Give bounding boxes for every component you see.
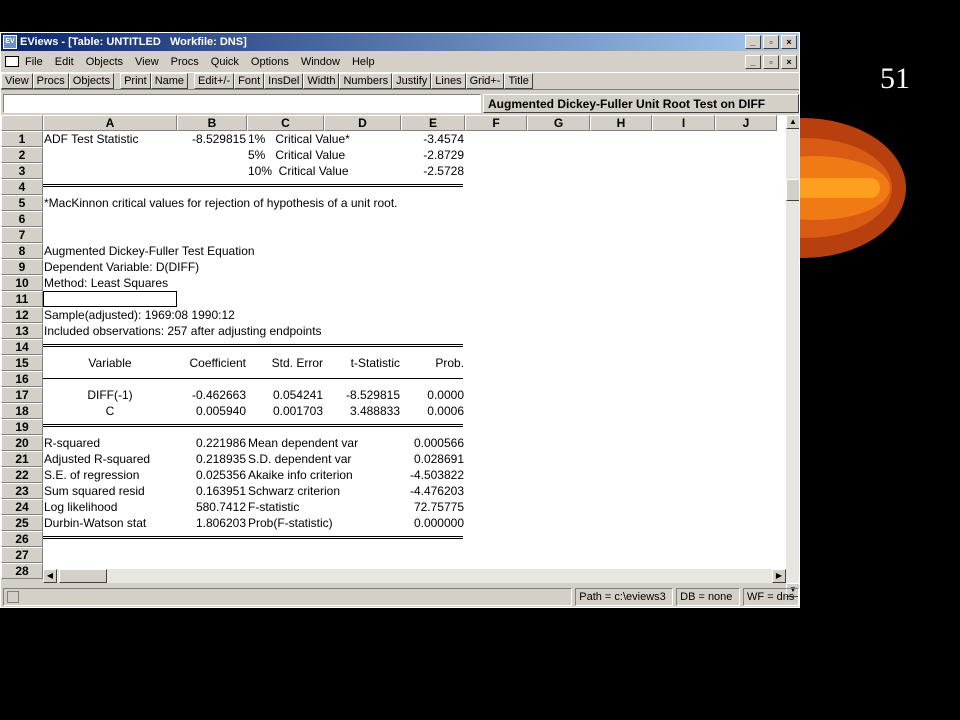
table-cell[interactable]: 0.163951 xyxy=(195,484,246,498)
column-header-h[interactable]: H xyxy=(590,115,652,131)
table-cell[interactable]: -4.476203 xyxy=(409,484,464,498)
status-bar xyxy=(1,586,799,607)
table-cell[interactable]: C xyxy=(105,404,115,418)
table-cell[interactable]: ADF Test Statistic xyxy=(44,132,139,146)
column-header-g[interactable]: G xyxy=(527,115,590,131)
table-row xyxy=(1,291,786,307)
row-header[interactable]: 3 xyxy=(1,163,43,179)
table-cell[interactable]: 0.005940 xyxy=(195,404,246,418)
column-header-b[interactable]: B xyxy=(177,115,247,131)
table-rule-line xyxy=(43,378,463,379)
table-cell[interactable]: 0.025356 xyxy=(195,468,246,482)
table-cell[interactable]: 72.75775 xyxy=(413,500,464,514)
table-cell[interactable]: F-statistic xyxy=(248,500,300,514)
table-rule-line xyxy=(43,184,463,187)
toolbar-objects-button[interactable]: Objects xyxy=(69,73,114,89)
table-cell[interactable]: -3.4574 xyxy=(423,132,464,146)
column-header-j[interactable]: J xyxy=(715,115,777,131)
table-cell[interactable]: Sample(adjusted): 1969:08 1990:12 xyxy=(44,308,235,322)
table-cell[interactable]: 0.221986 xyxy=(195,436,246,450)
row-header[interactable]: 16 xyxy=(1,371,43,387)
table-cell[interactable]: Schwarz criterion xyxy=(248,484,341,498)
scroll-left-icon[interactable]: ◀ xyxy=(43,569,57,583)
table-cell[interactable]: 0.0000 xyxy=(427,388,464,402)
doc-close-button[interactable]: × xyxy=(781,55,797,69)
table-cell[interactable]: 3.488833 xyxy=(349,404,400,418)
row-header[interactable]: 12 xyxy=(1,307,43,323)
table-row xyxy=(1,499,786,515)
table-cell[interactable]: 1% Critical Value* xyxy=(248,132,350,146)
row-header[interactable]: 8 xyxy=(1,243,43,259)
table-cell[interactable]: 5% Critical Value xyxy=(248,148,346,162)
table-cell[interactable]: Coefficient xyxy=(189,356,246,370)
table-caption: Augmented Dickey-Fuller Unit Root Test on DIFF xyxy=(483,94,799,113)
toolbar-grid-button[interactable]: Grid+- xyxy=(466,73,505,89)
table-cell[interactable]: 0.218935 xyxy=(195,452,246,466)
row-header[interactable]: 18 xyxy=(1,403,43,419)
scroll-down-icon[interactable]: ▼ xyxy=(786,583,800,597)
menu-procs[interactable]: Procs xyxy=(170,55,199,68)
table-cell[interactable]: Prob. xyxy=(435,356,464,370)
toolbar-edit-button[interactable]: Edit+/- xyxy=(194,73,234,89)
menu-options[interactable]: Options xyxy=(250,55,289,68)
grid-corner[interactable] xyxy=(1,115,43,131)
close-button[interactable]: × xyxy=(781,35,797,49)
column-header-f[interactable]: F xyxy=(465,115,527,131)
table-row xyxy=(1,435,786,451)
row-header[interactable]: 26 xyxy=(1,531,43,547)
table-cell[interactable]: 10% Critical Value xyxy=(248,164,349,178)
document-icon[interactable] xyxy=(5,56,19,67)
menu-edit[interactable]: Edit xyxy=(54,55,74,68)
active-cell-cursor[interactable] xyxy=(43,291,177,307)
status-message-pane xyxy=(3,588,572,606)
menu-objects[interactable]: Objects xyxy=(85,55,123,68)
row-header[interactable]: 21 xyxy=(1,451,43,467)
row-header[interactable]: 1 xyxy=(1,131,43,147)
table-row xyxy=(1,163,786,179)
toolbar-procs-button[interactable]: Procs xyxy=(33,73,69,89)
spreadsheet-grid[interactable] xyxy=(1,115,786,579)
table-cell[interactable]: 0.054241 xyxy=(272,388,323,402)
table-row xyxy=(1,515,786,531)
horizontal-scroll-thumb[interactable] xyxy=(59,569,107,583)
table-row xyxy=(1,211,786,227)
menu-window[interactable]: Window xyxy=(300,55,340,68)
status-indicator-icon xyxy=(7,591,19,603)
doc-minimize-button[interactable]: _ xyxy=(745,55,761,69)
table-row xyxy=(1,147,786,163)
menu-file[interactable]: File xyxy=(25,55,43,68)
row-header[interactable]: 2 xyxy=(1,147,43,163)
minimize-button[interactable]: _ xyxy=(745,35,761,49)
table-row xyxy=(1,419,786,435)
table-cell[interactable]: -2.5728 xyxy=(423,164,464,178)
table-cell[interactable]: S.D. dependent var xyxy=(248,452,352,466)
toolbar-lines-button[interactable]: Lines xyxy=(431,73,465,89)
table-cell[interactable]: t-Statistic xyxy=(350,356,400,370)
table-row xyxy=(1,179,786,195)
table-cell[interactable]: R-squared xyxy=(44,436,101,450)
table-cell[interactable]: *MacKinnon critical values for rejection of hypothesis of a unit root. xyxy=(44,196,398,210)
table-cell[interactable]: 0.028691 xyxy=(413,452,464,466)
row-header[interactable]: 27 xyxy=(1,547,43,563)
table-cell[interactable]: Adjusted R-squared xyxy=(44,452,151,466)
status-path: Path = c:\eviews3 xyxy=(575,588,673,606)
row-header[interactable]: 11 xyxy=(1,291,43,307)
row-header[interactable]: 28 xyxy=(1,563,43,579)
vertical-scrollbar[interactable] xyxy=(786,115,800,597)
row-header[interactable]: 23 xyxy=(1,483,43,499)
table-cell[interactable]: Variable xyxy=(88,356,132,370)
table-row xyxy=(1,371,786,387)
document-window-controls xyxy=(745,55,799,69)
row-header[interactable]: 15 xyxy=(1,355,43,371)
scroll-up-icon[interactable]: ▲ xyxy=(786,115,800,129)
row-header[interactable]: 14 xyxy=(1,339,43,355)
table-cell[interactable]: 0.000566 xyxy=(413,436,464,450)
table-cell[interactable]: 0.0006 xyxy=(427,404,464,418)
table-cell[interactable]: S.E. of regression xyxy=(44,468,140,482)
slide-number: 51 xyxy=(880,62,910,95)
table-cell[interactable]: Method: Least Squares xyxy=(44,276,169,290)
row-header[interactable]: 20 xyxy=(1,435,43,451)
table-row xyxy=(1,243,786,259)
menu-bar xyxy=(1,52,799,71)
doc-restore-button[interactable]: ▫ xyxy=(763,55,779,69)
menu-help[interactable]: Help xyxy=(351,55,375,68)
table-cell[interactable]: 0.001703 xyxy=(272,404,323,418)
table-rule-line xyxy=(43,536,463,539)
table-row xyxy=(1,451,786,467)
window-title: EViews - [Table: UNTITLED Workfile: DNS] xyxy=(20,36,247,48)
table-cell[interactable]: Sum squared resid xyxy=(44,484,145,498)
restore-button[interactable]: ▫ xyxy=(763,35,779,49)
scroll-right-icon[interactable]: ▶ xyxy=(772,569,786,583)
row-header[interactable]: 19 xyxy=(1,419,43,435)
eviews-window xyxy=(0,32,800,608)
table-cell[interactable]: Durbin-Watson stat xyxy=(44,516,147,530)
table-cell[interactable]: 1.806203 xyxy=(195,516,246,530)
row-header[interactable]: 7 xyxy=(1,227,43,243)
table-cell[interactable]: Std. Error xyxy=(271,356,323,370)
status-db: DB = none xyxy=(676,588,740,606)
table-rule-line xyxy=(43,344,463,347)
horizontal-scrollbar[interactable] xyxy=(43,569,786,583)
menu-view[interactable]: View xyxy=(135,55,159,68)
table-row xyxy=(1,259,786,275)
table-cell[interactable]: -0.462663 xyxy=(191,388,246,402)
table-cell[interactable]: Prob(F-statistic) xyxy=(248,516,333,530)
table-cell[interactable]: 0.000000 xyxy=(413,516,464,530)
table-cell[interactable]: Included observations: 257 after adjusting endpoints xyxy=(44,324,322,338)
row-header[interactable]: 24 xyxy=(1,499,43,515)
row-header[interactable]: 9 xyxy=(1,259,43,275)
table-row xyxy=(1,307,786,323)
toolbar-numbers-button[interactable]: Numbers xyxy=(339,73,392,89)
table-cell[interactable]: Augmented Dickey-Fuller Test Equation xyxy=(44,244,255,258)
table-row xyxy=(1,275,786,291)
toolbar-font-button[interactable]: Font xyxy=(234,73,264,89)
column-header-e[interactable]: E xyxy=(401,115,465,131)
cell-edit-input[interactable] xyxy=(3,94,481,113)
table-cell[interactable]: Akaike info criterion xyxy=(248,468,353,482)
table-cell[interactable]: Log likelihood xyxy=(44,500,118,514)
toolbar-title-button[interactable]: Title xyxy=(504,73,532,89)
table-cell[interactable]: Mean dependent var xyxy=(248,436,359,450)
column-header-d[interactable]: D xyxy=(324,115,401,131)
eviews-icon[interactable]: EV xyxy=(3,35,17,49)
table-row xyxy=(1,355,786,371)
table-cell[interactable]: -8.529815 xyxy=(191,132,246,146)
table-row xyxy=(1,323,786,339)
row-header[interactable]: 10 xyxy=(1,275,43,291)
row-header[interactable]: 17 xyxy=(1,387,43,403)
toolbar-justify-button[interactable]: Justify xyxy=(392,73,431,89)
table-row xyxy=(1,483,786,499)
status-workfile: WF = dns xyxy=(743,588,799,606)
row-header[interactable]: 25 xyxy=(1,515,43,531)
table-row xyxy=(1,339,786,355)
table-row xyxy=(1,195,786,211)
row-header[interactable]: 5 xyxy=(1,195,43,211)
table-cell[interactable]: Dependent Variable: D(DIFF) xyxy=(44,260,200,274)
table-rule-line xyxy=(43,424,463,427)
title-bar[interactable] xyxy=(1,33,799,51)
menu-quick[interactable]: Quick xyxy=(210,55,239,68)
table-row xyxy=(1,467,786,483)
table-row xyxy=(1,531,786,547)
column-header-i[interactable]: I xyxy=(652,115,715,131)
column-header-a[interactable]: A xyxy=(43,115,177,131)
table-row xyxy=(1,547,786,563)
table-row xyxy=(1,227,786,243)
column-header-c[interactable]: C xyxy=(247,115,324,131)
table-cell[interactable]: -4.503822 xyxy=(409,468,464,482)
table-cell[interactable]: DIFF(-1) xyxy=(87,388,133,402)
row-header[interactable]: 4 xyxy=(1,179,43,195)
toolbar-width-button[interactable]: Width xyxy=(303,73,339,89)
table-row xyxy=(1,403,786,419)
toolbar-view-button[interactable]: View xyxy=(1,73,33,89)
toolbar-print-button[interactable]: Print xyxy=(120,73,151,89)
toolbar-name-button[interactable]: Name xyxy=(151,73,188,89)
table-toolbar xyxy=(1,72,799,90)
table-cell[interactable]: -2.8729 xyxy=(423,148,464,162)
row-header[interactable]: 13 xyxy=(1,323,43,339)
table-row xyxy=(1,131,786,147)
table-cell[interactable]: -8.529815 xyxy=(345,388,400,402)
toolbar-insdel-button[interactable]: InsDel xyxy=(264,73,303,89)
row-header[interactable]: 6 xyxy=(1,211,43,227)
column-headers xyxy=(1,115,786,131)
row-header[interactable]: 22 xyxy=(1,467,43,483)
table-cell[interactable]: 580.7412 xyxy=(195,500,246,514)
table-row xyxy=(1,387,786,403)
edit-bar xyxy=(1,92,799,114)
vertical-scroll-thumb[interactable] xyxy=(786,179,800,201)
